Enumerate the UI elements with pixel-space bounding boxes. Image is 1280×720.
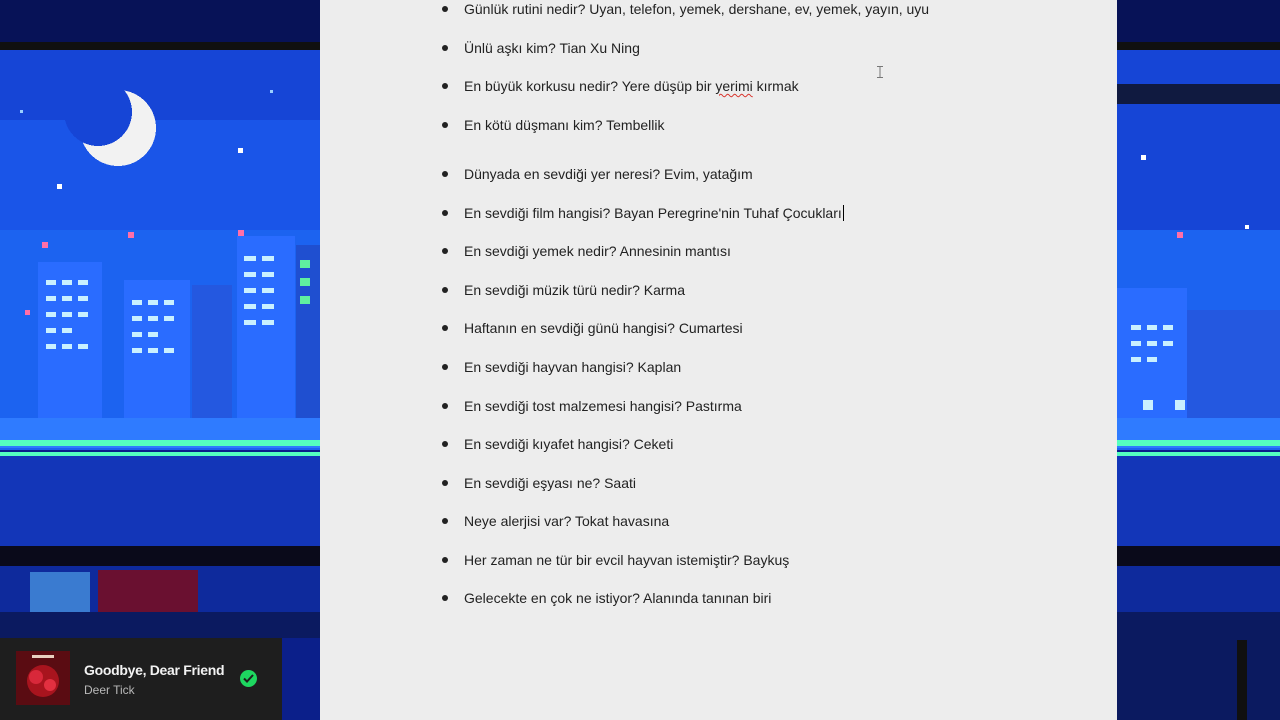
list-item-text: Gelecekte en çok ne istiyor? Alanında tanınan biri [464,590,772,606]
list-item-text: Ünlü aşkı kim? Tian Xu Ning [464,40,640,56]
now-playing-widget [0,638,282,720]
bullet-icon [442,83,448,89]
misspelled-word[interactable]: yerimi [715,78,753,94]
bullet-icon [442,518,448,524]
bullet-icon [442,122,448,128]
list-item-text: Haftanın en sevdiği günü hangisi? Cumartesi [464,320,743,336]
bullet-icon [442,557,448,563]
text-segment: En büyük korkusu nedir? Yere düşüp bir [464,78,716,94]
bullet-icon [442,403,448,409]
bullet-icon [442,45,448,51]
bullet-icon [442,6,448,12]
background-artwork-left [0,0,320,720]
text-segment: kırmak [752,78,799,94]
list-item-text: Neye alerjisi var? Tokat havasına [464,513,670,529]
list-item-text: Günlük rutini nedir? Uyan, telefon, yemek, dershane, ev, yemek, yayın, uyu [464,1,930,17]
list-item-text: Dünyada en sevdiği yer neresi? Evim, yatağım [464,166,753,182]
bullet-icon [442,325,448,331]
list-item-text: Her zaman ne tür bir evcil hayvan istemiştir? Baykuş [464,552,790,568]
list-item-text [464,75,799,97]
list-item-text: En sevdiği tost malzemesi hangisi? Pastırma [464,398,742,414]
bullet-icon [442,595,448,601]
album-art[interactable] [16,651,70,705]
mouse-ibeam-icon [877,66,883,78]
bullet-icon [442,441,448,447]
document-page[interactable] [320,0,1117,720]
list-item-text [464,202,844,224]
track-title[interactable]: Goodbye, Dear Friend [84,662,225,678]
list-item-text: En kötü düşmanı kim? Tembellik [464,117,665,133]
bullet-icon [442,248,448,254]
bullet-icon [442,364,448,370]
bullet-icon [442,171,448,177]
list-item-text: En sevdiği kıyafet hangisi? Ceketi [464,436,674,452]
text-cursor [843,205,844,221]
list-item-text: En sevdiği hayvan hangisi? Kaplan [464,359,682,375]
bullet-icon [442,287,448,293]
list-item-text: En sevdiği yemek nedir? Annesinin mantısı [464,243,731,259]
text-segment: En sevdiği film hangisi? Bayan Peregrine'nin Tuhaf Çocukları [464,205,842,221]
check-circle-icon[interactable] [240,670,257,687]
list-item-text: En sevdiği müzik türü nedir? Karma [464,282,685,298]
bullet-icon [442,480,448,486]
bullet-icon [442,210,448,216]
track-artist[interactable]: Deer Tick [84,683,135,697]
list-item-text: En sevdiği eşyası ne? Saati [464,475,636,491]
background-artwork-right [1117,0,1280,720]
